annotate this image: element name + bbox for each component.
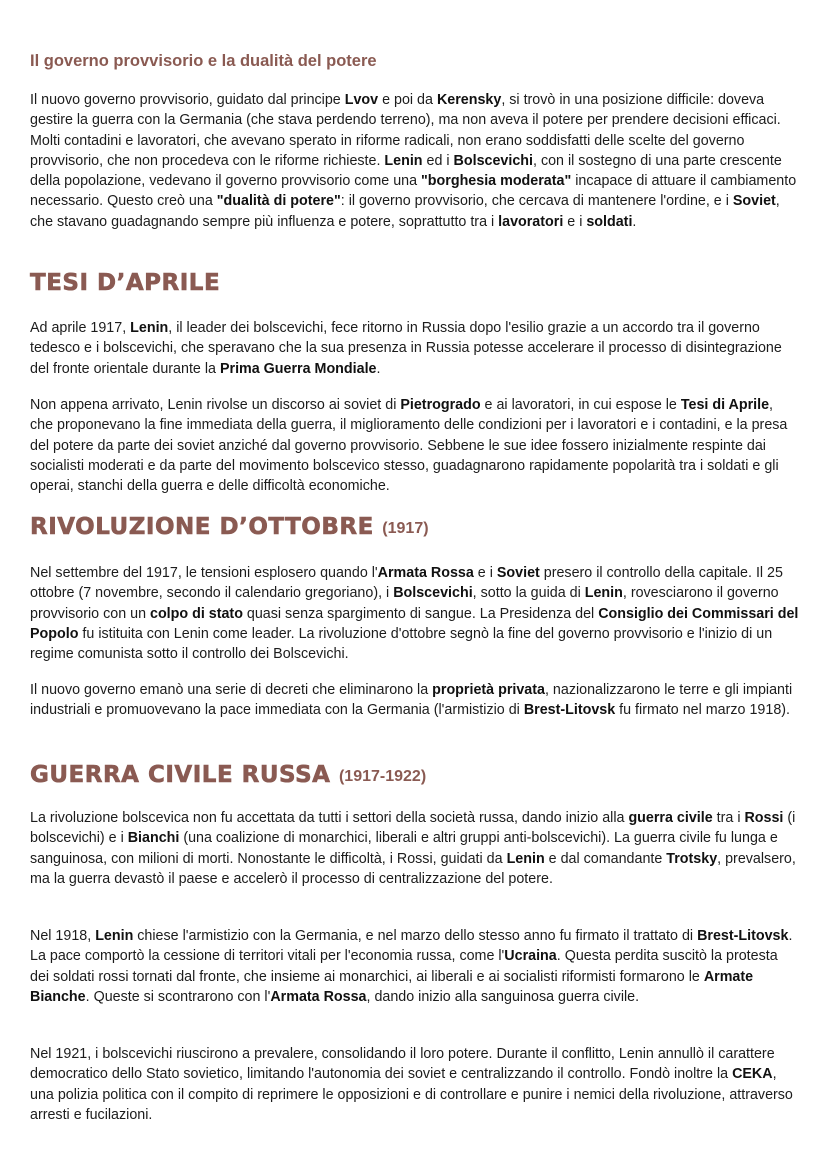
bold-term: Lenin — [506, 850, 545, 867]
bold-term: Lenin — [584, 585, 623, 602]
bold-term: Bianchi — [127, 830, 180, 847]
bold-term: guerra civile — [628, 810, 713, 826]
bold-term: Armata Rossa — [270, 988, 367, 1005]
bold-term: Lenin — [384, 152, 423, 169]
bold-term: Kerensky — [436, 92, 502, 108]
bold-term: "dualità di potere" — [216, 193, 341, 210]
bold-term: Armate Bianche — [30, 968, 754, 1005]
heading-governo-provvisorio: Il governo provvisorio e la dualità del potere — [30, 52, 377, 70]
paragraph-rivoluzione-1: Nel settembre del 1917, le tensioni esplosero quando l'Armata Rossa e i Soviet presero il controllo della capitale. Il 25 ottobre (7 novembre, secondo il calendario gregoriano), i Bolscevichi, sotto la guida di Lenin, rovesciarono il governo provvisorio con un colpo di stato quasi senza spargimento di sangue. La Presidenza del Consiglio dei Commissari del Popolo fu istituita con Lenin come leader. La rivoluzione d'ottobre segnò la fine del governo provvisorio e l'inizio di un regime comunista sotto il controllo dei Bolscevichi. — [30, 565, 799, 663]
heading-tesi-aprile-text: TESI D’APRILE — [30, 270, 221, 296]
bold-term: Pietrogrado — [400, 397, 481, 413]
bold-term: Consiglio dei Commissari del Popolo — [30, 605, 799, 642]
paragraph-guerra-civile-3: Nel 1921, i bolscevichi riuscirono a prevalere, consolidando il loro potere. Durante il conflitto, Lenin annullò il carattere democratico dello Stato sovietico, limitando l'autonomia dei soviet e centralizzando il controllo. Fondò inoltre la CEKA, una polizia politica con il compito di reprimere le opposizioni e di controllare e punire i nemici della rivoluzione, attraverso arresti e fucilazioni. — [30, 1046, 793, 1123]
heading-guerra-civile-text: GUERRA CIVILE RUSSA — [30, 762, 331, 788]
bold-term: soldati — [586, 213, 633, 230]
paragraph-tesi-aprile-1: Ad aprile 1917, Lenin, il leader dei bolscevichi, fece ritorno in Russia dopo l'esilio grazie a un accordo tra il governo tedesco e i bolscevichi, che speravano che la sua presenza in Russia potesse accelerare il processo di disintegrazione del fronte orientale durante la Prima Guerra Mondiale. — [30, 320, 782, 377]
bold-term: Rossi — [744, 810, 784, 826]
paragraph-tesi-aprile-2: Non appena arrivato, Lenin rivolse un discorso ai soviet di Pietrogrado e ai lavoratori, in cui espose le Tesi di Aprile, che proponevano la fine immediata della guerra, il miglioramento delle condizioni per i lavoratori e i contadini, e la presa del potere da parte dei soviet anziché dal governo provvisorio. Sebbene le sue idee fossero inizialmente respinte dai socialisti moderati e da parte del movimento bolscevico stesso, guadagnarono rapidamente popolarità tra i soldati e gli operai, stanchi della guerra e delle difficoltà economiche. — [30, 397, 788, 495]
bold-term: Lvov — [344, 92, 379, 108]
bold-term: Soviet — [732, 193, 776, 210]
bold-term: Bolscevichi — [453, 152, 534, 169]
bold-term: Soviet — [496, 565, 540, 581]
bold-term: Tesi di Aprile — [680, 397, 770, 413]
bold-term: Prima Guerra Mondiale — [219, 360, 377, 377]
heading-rivoluzione-ottobre-text: RIVOLUZIONE D’OTTOBRE — [30, 514, 374, 540]
bold-term: CEKA — [732, 1066, 773, 1083]
heading-rivoluzione-ottobre-year: (1917) — [382, 520, 429, 537]
bold-term: Lenin — [95, 928, 134, 944]
bold-term: Brest-Litovsk — [523, 702, 616, 719]
heading-tesi-aprile — [30, 270, 220, 296]
bold-term: Ucraina — [504, 948, 557, 965]
bold-term: Bolscevichi — [393, 585, 473, 602]
bold-term: proprietà privata — [432, 682, 545, 698]
bold-term: "borghesia moderata" — [421, 173, 572, 190]
bold-term: Trotsky — [666, 850, 718, 867]
heading-guerra-civile-year: (1917-1922) — [338, 768, 427, 785]
bold-term: colpo di stato — [150, 605, 243, 622]
bold-term: Brest-Litovsk — [697, 928, 789, 944]
bold-term: Lenin — [130, 320, 169, 336]
paragraph-guerra-civile-1: La rivoluzione bolscevica non fu accettata da tutti i settori della società russa, dando inizio alla guerra civile tra i Rossi (i bolscevichi) e i Bianchi (una coalizione di monarchici, liberali e altri gruppi anti-bolscevichi). La guerra civile fu lunga e sanguinosa, con milioni di morti. Nonostante le difficoltà, i Rossi, guidati da Lenin e dal comandante Trotsky, prevalsero, ma la guerra devastò il paese e accelerò il processo di centralizzazione del potere. — [30, 810, 796, 887]
heading-rivoluzione-ottobre — [30, 514, 429, 540]
bold-term: lavoratori — [498, 213, 564, 230]
paragraph-governo-provvisorio: Il nuovo governo provvisorio, guidato dal principe Lvov e poi da Kerensky, si trovò in una posizione difficile: doveva gestire la guerra con la Germania (che stava perdendo terreno), ma non aveva il potere per prendere decisioni efficaci. Molti contadini e lavoratori, che avevano sperato in riforme radicali, non erano soddisfatti delle scelte del governo provvisorio, che non procedeva con le riforme richieste. Lenin ed i Bolscevichi, con il sostegno di una parte crescente della popolazione, vedevano il governo provvisorio come una "borghesia moderata" incapace di attuare il cambiamento necessario. Questo creò una "dualità di potere": il governo provvisorio, che cercava di mantenere l'ordine, e i Soviet, che stavano guadagnando sempre più influenza e potere, soprattutto tra i lavoratori e i soldati. — [30, 92, 797, 230]
heading-guerra-civile — [30, 762, 426, 788]
paragraph-rivoluzione-2: Il nuovo governo emanò una serie di decreti che eliminarono la proprietà privata, nazionalizzarono le terre e gli impianti industriali e promuovevano la pace immediata con la Germania (l'armistizio di Brest-Litovsk fu firmato nel marzo 1918). — [30, 682, 793, 719]
paragraph-guerra-civile-2: Nel 1918, Lenin chiese l'armistizio con la Germania, e nel marzo dello stesso anno fu firmato il trattato di Brest-Litovsk. La pace comportò la cessione di territori vitali per l'economia russa, come l'Ucraina. Questa perdita suscitò la protesta dei soldati rossi tornati dal fronte, che insieme ai monarchici, ai liberali e ai socialisti riformisti formarono le Armate Bianche. Queste si scontrarono con l'Armata Rossa, dando inizio alla sanguinosa guerra civile. — [30, 928, 793, 1005]
bold-term: Armata Rossa — [377, 565, 474, 581]
